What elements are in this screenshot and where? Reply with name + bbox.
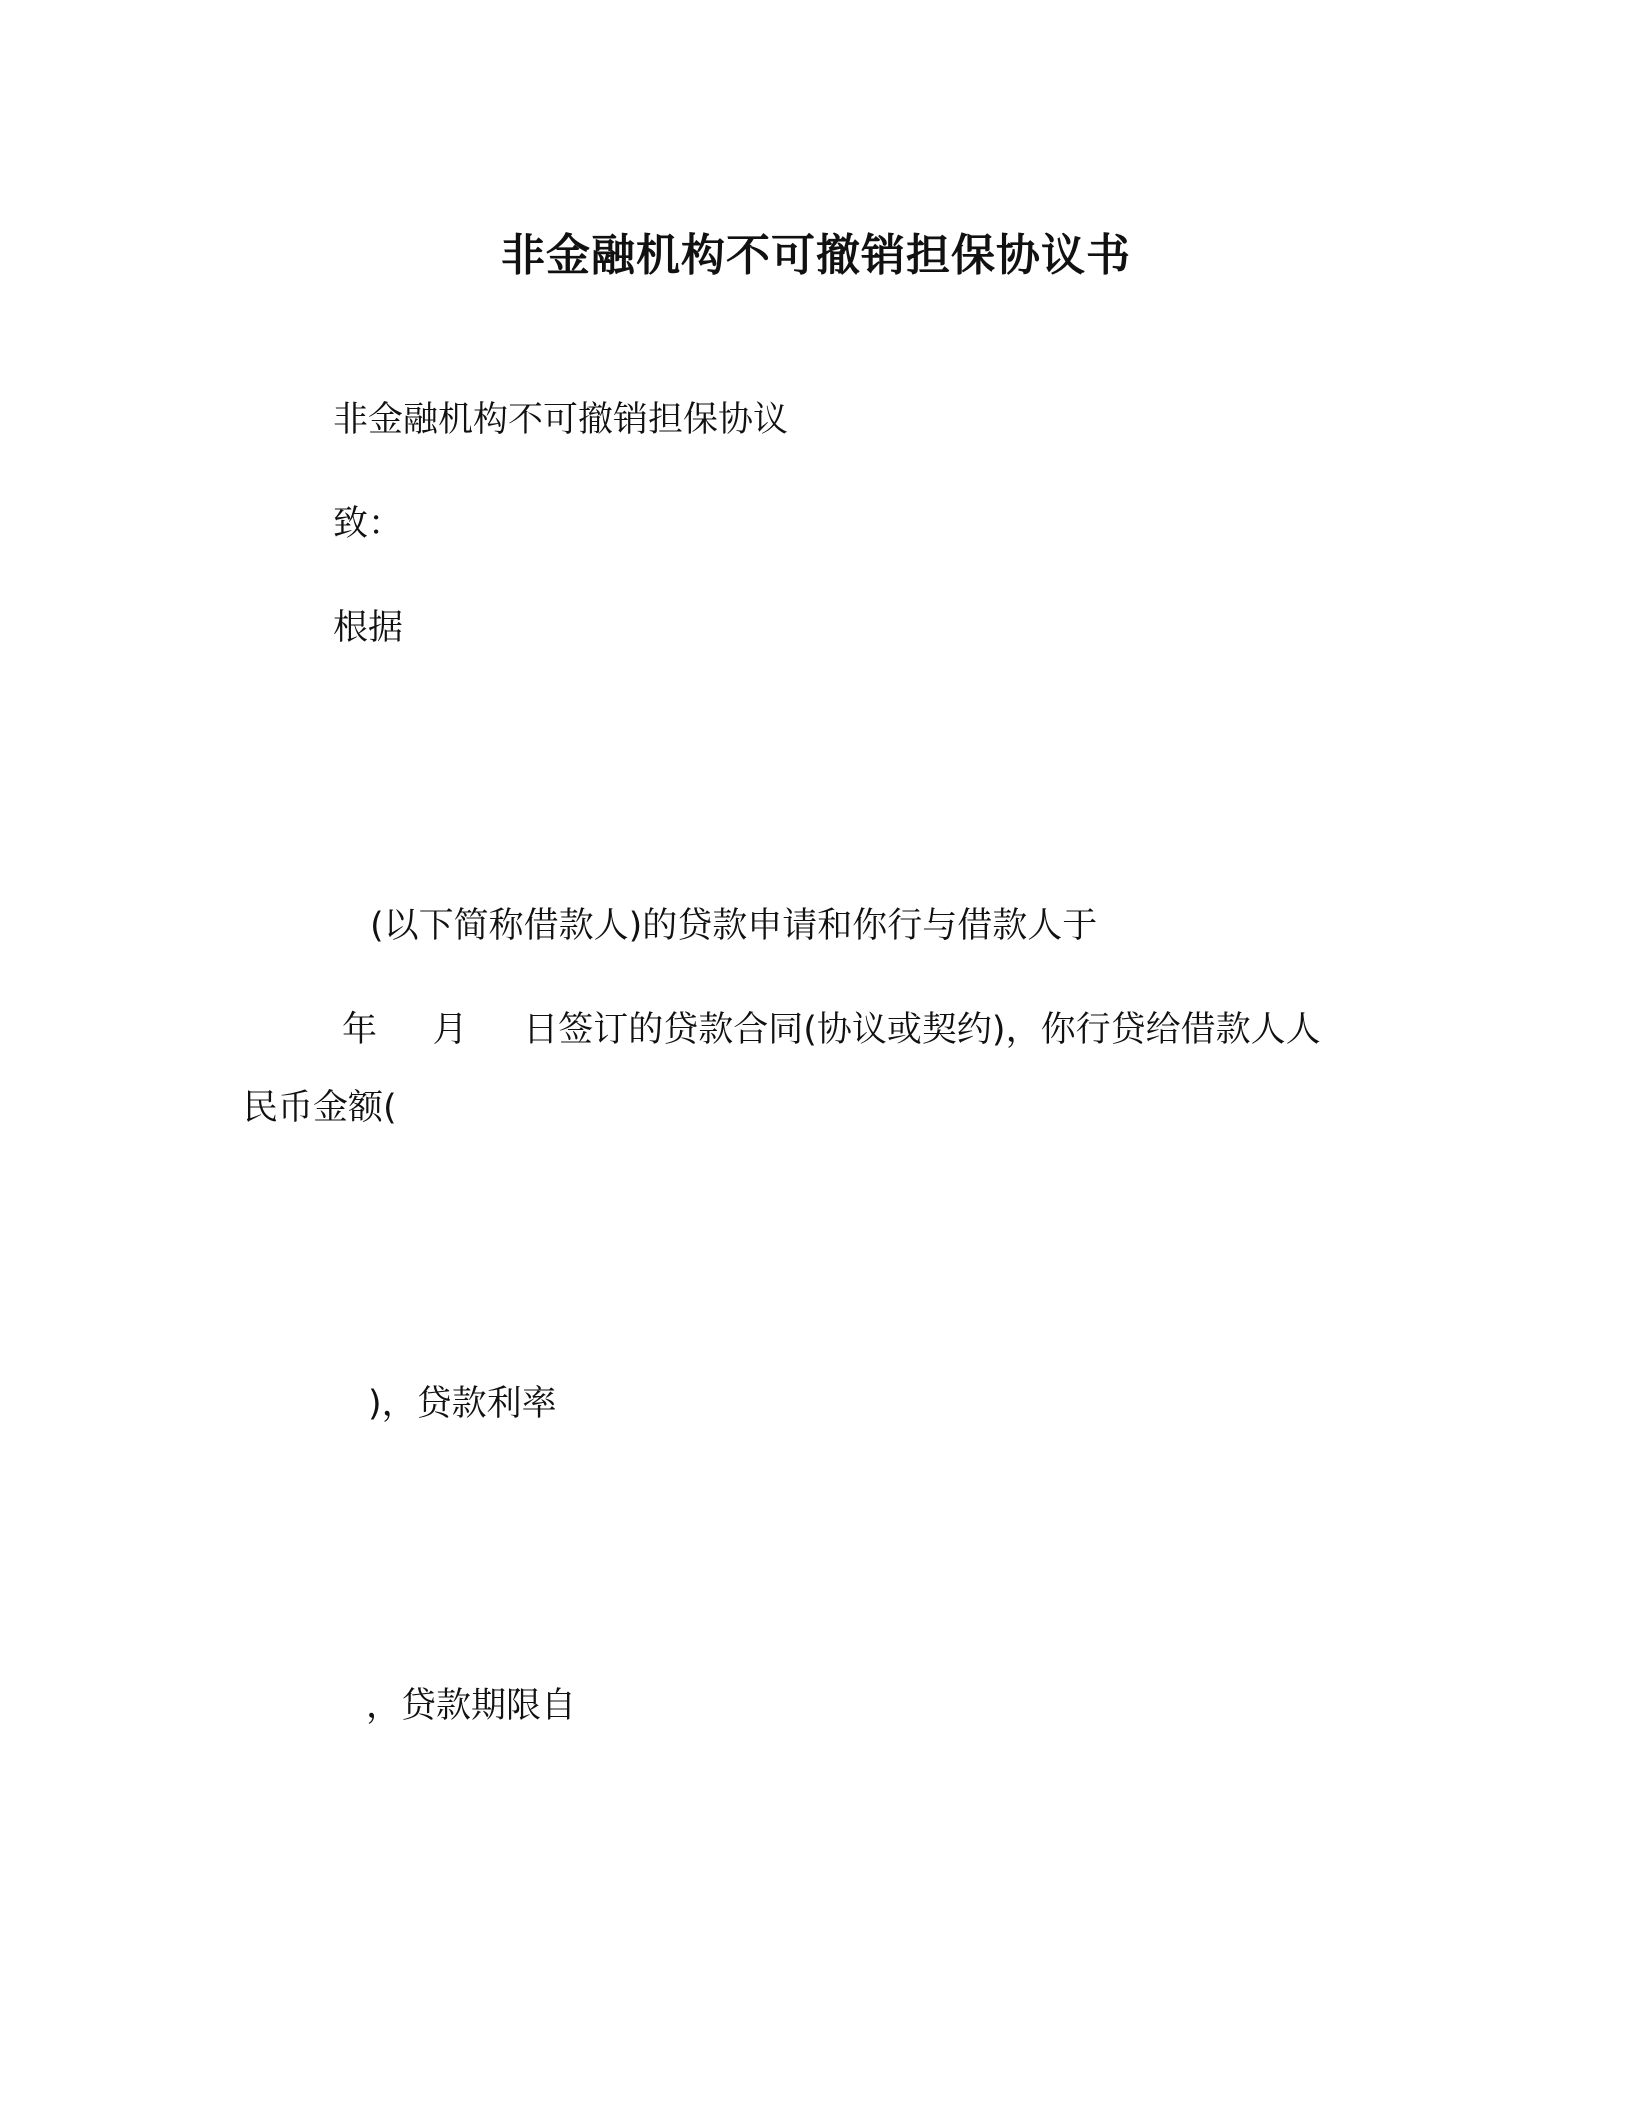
borrower-paragraph: (以下简称借款人)的贷款申请和你行与借款人于 xyxy=(370,906,1098,946)
contract-date-line: 年 月 日签订的贷款合同(协议或契约)，你行贷给借款人人 xyxy=(342,1010,1321,1050)
amount-line: 民币金额( xyxy=(243,1088,397,1128)
document-title: 非金融机构不可撤销担保协议书 xyxy=(501,230,1131,281)
agreement-subtitle: 非金融机构不可撤销担保协议 xyxy=(333,400,789,440)
addressee-line: 致： xyxy=(333,504,404,544)
interest-rate-line: )，贷款利率 xyxy=(368,1384,557,1424)
basis-line: 根据 xyxy=(333,608,404,648)
loan-term-line: ，贷款期限自 xyxy=(366,1686,577,1726)
